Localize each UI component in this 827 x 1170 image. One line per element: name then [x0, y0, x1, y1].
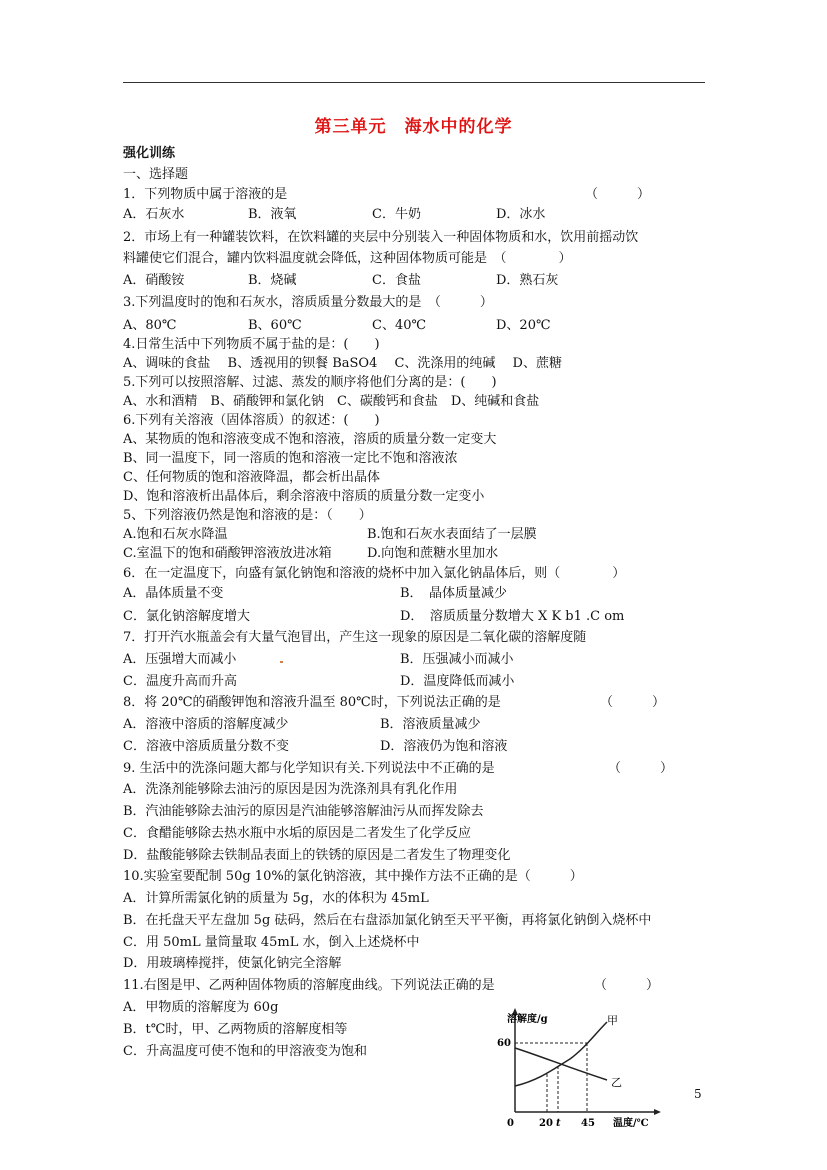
stray-mark — [280, 661, 283, 663]
section-heading: 强化训练 — [123, 146, 176, 161]
option: A．石灰水 — [123, 207, 185, 222]
option-line: D．用玻璃棒搅拌，使氯化钠完全溶解 — [123, 956, 342, 971]
option: C.室温下的饱和硝酸钾溶液放进冰箱 — [123, 546, 332, 561]
option: C、40℃ — [372, 318, 427, 333]
question-line: 3.下列温度时的饱和石灰水，溶质质量分数最大的是 （ ） — [123, 295, 493, 310]
option-line: C．用 50mL 量筒量取 45mL 水，倒入上述烧杯中 — [123, 935, 420, 950]
option-line: A．计算所需氯化钠的质量为 5g，水的体积为 45mL — [123, 891, 429, 906]
question-line: 料罐使它们混合，罐内饮料温度就会降低，这种固体物质可能是 （ ） — [123, 251, 572, 266]
option-line: B．t℃时，甲、乙两物质的溶解度相等 — [123, 1022, 348, 1037]
option: A．晶体质量不变 — [123, 586, 224, 601]
option: B．溶液质量减少 — [380, 717, 481, 732]
section-part: 一、选择题 — [123, 167, 189, 182]
page-number: 5 — [694, 1087, 702, 1101]
question-line: 2．市场上有一种罐装饮料，在饮料罐的夹层中分别装入一种固体物质和水，饮用前摇动饮 — [123, 230, 639, 245]
option-line: A．洗涤剂能够除去油污的原因是因为洗涤剂具有乳化作用 — [123, 782, 458, 797]
option: B． 晶体质量减少 — [400, 586, 508, 601]
option: B．液氧 — [248, 207, 297, 222]
option: B．烧碱 — [248, 273, 297, 288]
option-line: A、水和酒精 B、硝酸钾和氯化钠 C、碳酸钙和食盐 D、纯碱和食盐 — [123, 394, 540, 409]
question-line: 11.右图是甲、乙两种固体物质的溶解度曲线。下列说法正确的是 — [123, 978, 495, 993]
x-axis-arrow-icon — [654, 1109, 661, 1115]
curve-jia — [515, 1022, 607, 1086]
question-line: 6.下列有关溶液（固体溶质）的叙述：( ) — [123, 413, 380, 428]
question-line: 5、下列溶液仍然是饱和溶液的是：（ ） — [123, 508, 372, 523]
option: D．温度降低而减小 — [400, 674, 515, 689]
option: A．溶液中溶质的溶解度减少 — [123, 717, 289, 732]
solubility-graph — [495, 1004, 670, 1129]
series-label-yi: 乙 — [611, 1076, 622, 1089]
option: B．压强减小而减小 — [400, 652, 514, 667]
option: C．温度升高而升高 — [123, 674, 237, 689]
answer-bracket: （ ） — [594, 978, 660, 993]
option-line: D．盐酸能够除去铁制品表面上的铁锈的原因是二者发生了物理变化 — [123, 848, 511, 863]
y-tick-60: 60 — [497, 1038, 511, 1049]
x-axis-label: 温度/℃ — [613, 1118, 649, 1129]
header-rule — [123, 82, 705, 83]
option: B、60℃ — [248, 318, 302, 333]
option-line: C．食醋能够除去热水瓶中水垢的原因是二者发生了化学反应 — [123, 826, 471, 841]
option: A.饱和石灰水降温 — [123, 527, 228, 542]
option: A．硝酸铵 — [123, 273, 185, 288]
option: D．熟石灰 — [496, 273, 559, 288]
option: A．压强增大而减小 — [123, 652, 237, 667]
option: C．溶液中溶质质量分数不变 — [123, 739, 289, 754]
question-line: 7．打开汽水瓶盖会有大量气泡冒出，产生这一现象的原因是二氧化碳的溶解度随 — [123, 630, 587, 645]
option-line: B．汽油能够除去油污的原因是汽油能够溶解油污从而挥发除去 — [123, 804, 484, 819]
option: D．溶液仍为饱和溶液 — [380, 739, 508, 754]
option: C．氯化钠溶解度增大 — [123, 609, 250, 624]
answer-bracket: （ ） — [608, 761, 674, 776]
option-line: C、任何物质的饱和溶液降温，都会析出晶体 — [123, 470, 380, 485]
page-title: 第三单元 海水中的化学 — [314, 117, 513, 137]
option: D． 溶质质量分数增大 X K b1 .C om — [400, 609, 625, 624]
question-line: 6．在一定温度下，向盛有氯化钠饱和溶液的烧杯中加入氯化钠晶体后，则（ ） — [123, 566, 626, 581]
x-tick-45: 45 — [581, 1118, 595, 1129]
option-line: A、某物质的饱和溶液变成不饱和溶液，溶质的质量分数一定变大 — [123, 432, 497, 447]
option: D．冰水 — [496, 207, 546, 222]
option-line: C．升高温度可使不饱和的甲溶液变为饱和 — [123, 1044, 367, 1059]
option-line: A、调味的食盐 B、透视用的钡餐 BaSO4 C、洗涤用的纯碱 D、蔗糖 — [123, 356, 562, 371]
option: A、80℃ — [123, 318, 177, 333]
option-line: A．甲物质的溶解度为 60g — [123, 1000, 279, 1015]
series-label-jia: 甲 — [607, 1014, 618, 1027]
option-line: B．在托盘天平左盘加 5g 砝码，然后在右盘添加氯化钠至天平平衡，再将氯化钠倒入烧杯中 — [123, 913, 652, 928]
option: D、20℃ — [496, 318, 551, 333]
question-line: 8．将 20℃的硝酸钾饱和溶液升温至 80℃时，下列说法正确的是 — [123, 695, 501, 710]
x-tick-t: t — [556, 1118, 561, 1129]
x-tick-20: 20 — [539, 1118, 553, 1129]
curve-yi — [515, 1048, 607, 1080]
option-line: D、饱和溶液析出晶体后，剩余溶液中溶质的质量分数一定变小 — [123, 489, 485, 504]
option: B.饱和石灰水表面结了一层膜 — [367, 527, 537, 542]
answer-bracket: （ ） — [585, 187, 651, 202]
option: C．食盐 — [372, 273, 421, 288]
origin-label: 0 — [507, 1118, 514, 1129]
question-line: 4.日常生活中下列物质不属于盐的是：( ) — [123, 337, 380, 352]
option: D.向饱和蔗糖水里加水 — [367, 546, 499, 561]
option-line: B、同一温度下，同一溶质的饱和溶液一定比不饱和溶液浓 — [123, 451, 458, 466]
answer-bracket: （ ） — [600, 695, 666, 710]
question-line: 5.下列可以按照溶解、过滤、蒸发的顺序将他们分离的是：( ) — [123, 375, 497, 390]
question-line: 1．下列物质中属于溶液的是 — [123, 187, 288, 202]
question-line: 9. 生活中的洗涤问题大都与化学知识有关.下列说法中不正确的是 — [123, 761, 495, 776]
question-line: 10.实验室要配制 50g 10%的氯化钠溶液，其中操作方法不正确的是（ ） — [123, 869, 583, 884]
option: C．牛奶 — [372, 207, 421, 222]
y-axis-label: 溶解度/g — [507, 1014, 548, 1025]
